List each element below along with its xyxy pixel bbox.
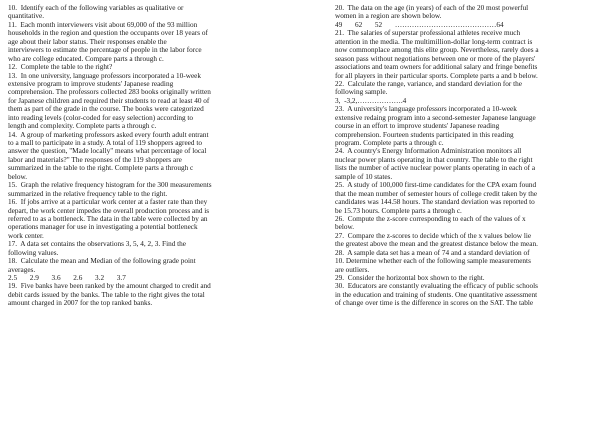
right-column <box>335 4 597 308</box>
left-column-line: averages. <box>8 265 36 274</box>
left-column-line: 19. Five banks have been ranked by the amount charged to credit and <box>8 282 211 291</box>
right-column-line: of change over time is the difference in scores on the SAT. The table <box>335 299 534 308</box>
right-column-line: 49 62 52 ……………………………………64 <box>335 20 504 29</box>
right-column-line: the greatest above the mean and the greatest distance below the mean. <box>335 240 538 249</box>
right-column-line: 25. A study of 100,000 first-time candidates for the CPA exam found <box>335 181 537 190</box>
left-column-line: 14. A group of marketing professors asked every fourth adult entrant <box>8 130 209 139</box>
left-column-line: into reading levels (color-coded for easy selection) according to <box>8 113 194 122</box>
left-column-line: households in the region and question the occupants over 18 years of <box>8 29 208 38</box>
left-column-line: amount charged in 2007 for the top ranked banks. <box>8 299 153 308</box>
right-column-line: 26. Compute the z-score corresponding to each of the values of x <box>335 214 526 223</box>
left-column-line: to a mall to participate in a study. A total of 119 shoppers agreed to <box>8 139 202 147</box>
left-column-line: extensive program to improve students' Japanese reading <box>8 79 174 88</box>
right-column-line: sample of 10 states. <box>335 172 393 181</box>
left-column-line: summarized in the table to the right. Complete parts a through c <box>8 164 194 173</box>
right-column-line: extensive redaing program into a second-semester Japanese language <box>335 113 536 122</box>
right-column-line: for all players in their particular sports. Complete parts a and b below. <box>335 71 538 80</box>
left-column-line: operations manager for use in investigating a potential bottleneck <box>8 223 198 232</box>
left-column-line: referred to as a bottleneck. The data in the table were collected by an <box>8 214 208 223</box>
left-column-line: labor and materials?" The responses of the 119 shoppers are <box>8 155 182 164</box>
left-column-line: who are college educated. Compare parts a through c. <box>8 54 164 63</box>
right-column-line: program. Complete parts a through c. <box>335 139 444 147</box>
left-column <box>8 4 298 308</box>
left-column-line: 16. If jobs arrive at a particular work center at a faster rate than they <box>8 198 208 207</box>
right-column-line: 3, -3,2,……………….4 <box>335 96 407 105</box>
right-column-line: be 15.73 hours. Complete parts a through c. <box>335 206 462 215</box>
right-column-line: 30. Educators are constantly evaluating the efficacy of public schools <box>335 282 538 291</box>
left-column-line: 11. Each month interviewers visit about 69,000 of the 93 million <box>8 20 198 29</box>
right-column-line: comprehension. Fourteen students participated in this reading <box>335 130 514 139</box>
left-column-line: work center. <box>8 231 44 240</box>
left-column-line: quantitative. <box>8 12 45 21</box>
right-column-line: associations and team owners for additional salary and fringe benefits <box>335 63 538 72</box>
left-column-line: 10. Identify each of the following variables as qualitative or <box>8 4 184 12</box>
right-column-line: 22. Calculate the range, variance, and standard deviation for the <box>335 79 523 88</box>
left-column-line: following values. <box>8 248 59 257</box>
left-column-line: depart, the work center impedes the overall production process and is <box>8 206 210 215</box>
left-column-line: 18. Calculate the mean and Median of the following grade point <box>8 257 196 266</box>
right-column-line: 23. A university's language professors incorporated a 10-week <box>335 105 517 114</box>
right-column-line: season pass without negotiations between one or more of the players' <box>335 54 536 63</box>
left-column-line: debit cards issued by the banks. The table to the right gives the total <box>8 290 205 299</box>
left-column-line: answer the question, "Made locally" means what percentage of local <box>8 147 207 156</box>
right-column-line: candidates was 144.58 hours. The standard deviation was reported to <box>335 198 535 207</box>
left-column-line: comprehension. The professors collected 283 books originally written <box>8 88 211 97</box>
right-column-line: 10. Determine whether each of the following sample measurements <box>335 257 531 266</box>
right-column-line: 27. Compare the z-scores to decide which of the x values below lie <box>335 231 532 240</box>
right-column-line: women in a region are shown below. <box>335 12 442 21</box>
left-column-line: below. <box>8 172 28 181</box>
right-column-line: 20. The data on the age (in years) of each of the 20 most powerful <box>335 4 529 12</box>
left-column-line: them as part of the grade in the course. The books were categorized <box>8 105 204 114</box>
right-column-line: 29. Consider the horizontal box shown to the right. <box>335 274 485 282</box>
left-column-line: 12. Complete the table to the right? <box>8 63 113 72</box>
left-column-line: interviewers to estimate the percentage of people in the labor force <box>8 46 202 55</box>
right-column-line: 21. The salaries of superstar professional athletes receive much <box>335 29 521 38</box>
left-column-line: 13. In one university, language professors incorporated a 10-week <box>8 71 202 80</box>
right-column-line: 24. A country's Energy Information Administration monitors all <box>335 147 522 156</box>
right-column-line: nuclear power plants operating in that country. The table to the right <box>335 155 533 164</box>
right-column-line: below. <box>335 223 355 232</box>
left-column-line: length and complexity. Complete parts a through c. <box>8 122 157 131</box>
right-column-line: following sample. <box>335 88 388 97</box>
left-column-line: age about their labor status. Their responses enable the <box>8 37 167 46</box>
right-column-line: attention in the media. The multimillion-dollar long-term contract is <box>335 37 533 46</box>
right-column-line: lists the number of active nuclear power plants operating in each of a <box>335 164 536 173</box>
left-column-line: summarized in the relative frequency table to the right. <box>8 189 168 198</box>
right-column-line: now commonplace among this elite group. Nevertheless, rarely does a <box>335 46 539 55</box>
right-column-line: 28. A sample data set has a mean of 74 and a standard deviation of <box>335 248 530 257</box>
right-column-line: in the education and training of students. One quantitative assessment <box>335 290 538 299</box>
left-column-line: 17. A data set contains the observations 3, 5, 4, 2, 3. Find the <box>8 240 187 249</box>
right-column-line: are outliers. <box>335 265 370 274</box>
left-column-line: for Japanese children and required their students to read at least 40 of <box>8 96 210 105</box>
left-column-line: 15. Graph the relative frequency histogram for the 300 measurements <box>8 181 212 190</box>
right-column-line: that the mean number of semester hours of college credit taken by the <box>335 189 538 198</box>
left-column-line: 2.5 2.9 3.6 2.6 3.2 3.7 <box>8 274 126 282</box>
right-column-line: course in an effort to improve students' Japanese reading <box>335 122 500 131</box>
